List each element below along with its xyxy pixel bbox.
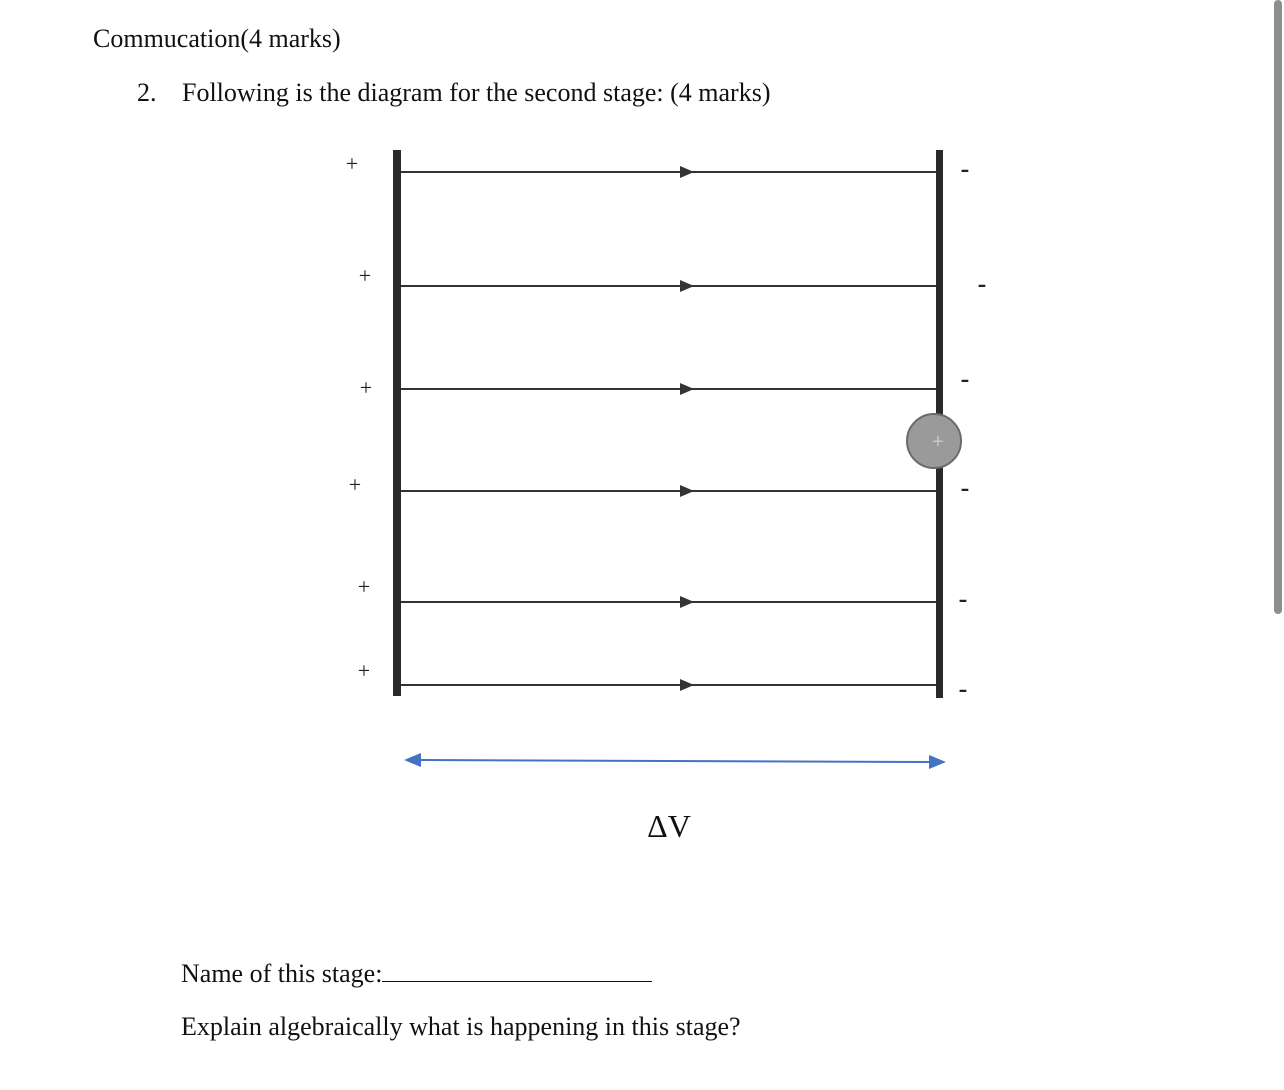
minus-sign: - — [958, 584, 968, 613]
scrollbar-thumb[interactable] — [1274, 0, 1282, 614]
name-of-stage-prompt — [181, 955, 652, 991]
arrowhead-right — [929, 755, 946, 769]
plus-sign: + — [345, 151, 359, 176]
section-heading: Commucation(4 marks) — [93, 24, 341, 53]
field-arrowhead — [680, 679, 694, 691]
field-arrowheads — [680, 166, 694, 691]
field-arrowhead — [680, 166, 694, 178]
arrowhead-left — [404, 753, 421, 767]
plus-sign: + — [357, 574, 371, 599]
answer-blank[interactable] — [382, 955, 652, 982]
question-text: Following is the diagram for the second stage: (4 marks) — [182, 78, 771, 107]
plus-sign: + — [358, 263, 372, 288]
minus-sign: - — [977, 269, 987, 298]
plus-sign: + — [359, 375, 373, 400]
minus-sign: - — [960, 473, 970, 502]
question-number: 2. — [137, 78, 157, 107]
positive-charge — [907, 414, 961, 468]
positive-signs — [346, 151, 372, 683]
field-arrowhead — [680, 485, 694, 497]
plus-sign: + — [348, 472, 362, 497]
minus-sign: - — [960, 364, 970, 393]
field-arrowhead — [680, 383, 694, 395]
plus-sign: + — [357, 658, 371, 683]
delta-v-arrow — [404, 753, 946, 769]
negative-signs — [959, 154, 987, 703]
name-prompt-text: Name of this stage: — [181, 959, 383, 988]
field-arrowhead — [680, 280, 694, 292]
minus-sign: - — [958, 674, 968, 703]
minus-sign: - — [960, 154, 970, 183]
field-lines — [401, 172, 936, 685]
field-arrowhead — [680, 596, 694, 608]
charge-label: + — [932, 431, 944, 453]
positive-plate — [393, 150, 401, 696]
delta-v-label: ΔV — [647, 808, 691, 844]
explain-prompt: Explain algebraically what is happening in this stage? — [181, 1012, 741, 1041]
